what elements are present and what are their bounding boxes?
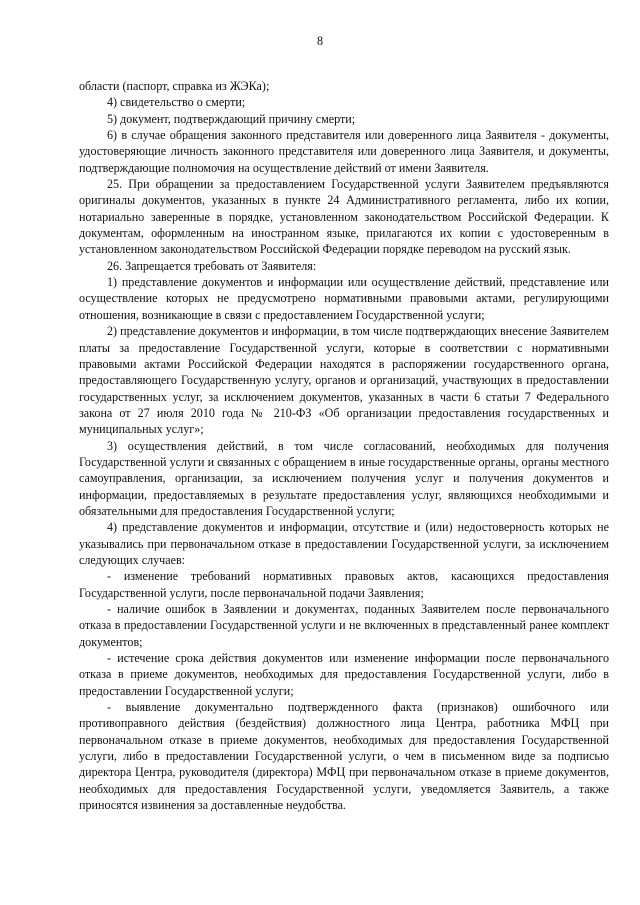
paragraph: 6) в случае обращения законного представителя или доверенного лица Заявителя - документы, удостоверяющие личность законного представителя или доверенного лица Заявителя, и документы, подтверждающие полномочия на осуществление действий от имени Заявителя. [79, 128, 609, 175]
paragraph: - наличие ошибок в Заявлении и документах, поданных Заявителем после первоначального отказа в предоставлении Государственной услуги и не включенных в представленный ранее комплект документов; [79, 602, 609, 649]
paragraph: 4) представление документов и информации, отсутствие и (или) недостоверность которых не указывались при первоначальном отказе в предоставлении Государственной услуги, за исключением следующих случаев: [79, 520, 609, 567]
document-body [79, 78, 609, 813]
paragraph: области (паспорт, справка из ЖЭКа); [79, 79, 270, 93]
paragraph: 4) свидетельство о смерти; [107, 95, 246, 110]
paragraph: 2) представление документов и информации, в том числе подтверждающих внесение Заявителем платы за предоставление Государственной услуги, которые в соответствии с нормативными правовыми актами Российской Федерации находятся в распоряжении государственного органа, предоставляющего Государственную услугу, органов и организаций, участвующих в предоставлении государственных услуг, за исключением документов, указанных в части 6 статьи 7 Федерального закона от 27 июля 2010 года № 210-ФЗ «Об организации предоставления государственных и муниципальных услуг»; [79, 324, 609, 437]
paragraph: - выявление документально подтвержденного факта (признаков) ошибочного или противоправного действия (бездействия) должностного лица Центра, работника МФЦ при первоначальном отказе в приеме документов, необходимых для предоставления Государственной услуги, либо в предоставлении Государственной услуги, о чем в письменном виде за подписью директора Центра, руководителя (директора) МФЦ при первоначальном отказе в приеме документов, необходимых для предоставления Государственной услуги, уведомляется Заявитель, а также приносятся извинения за доставленные неудобства. [79, 700, 609, 813]
paragraph: 1) представление документов и информации или осуществление действий, представление или осуществление которых не предусмотрено нормативными правовыми актами, регулирующими отношения, возникающие в связи с предоставлением Государственной услуги; [79, 275, 609, 322]
paragraph: 3) осуществления действий, в том числе согласований, необходимых для получения Государственной услуги и связанных с обращением в иные государственные органы, органы местного самоуправления, организации, за исключением получения услуг и получения документов и информации, предоставляемых в результате предоставления услуг, являющихся необходимыми и обязательными для предоставления Государственной услуги; [79, 438, 609, 518]
paragraph: - изменение требований нормативных правовых актов, касающихся предоставления Государственной услуги, после первоначальной подачи Заявления; [79, 569, 609, 600]
page-number: 8 [316, 34, 324, 48]
paragraph: 5) документ, подтверждающий причину смерти; [107, 111, 356, 126]
paragraph: 26. Запрещается требовать от Заявителя: [107, 258, 317, 273]
paragraph: 25. При обращении за предоставлением Государственной услуги Заявителем предъявляются оригиналы документов, указанных в пункте 24 Административного регламента, либо их копии, нотариально заверенные в порядке, установленном законодательством Российской Федерации. К документам, оформленным на иностранном языке, прилагаются их копии с удостоверенным в установленном законодательством Российской Федерации порядке переводом на русский язык. [79, 177, 609, 257]
paragraph: - истечение срока действия документов или изменение информации после первоначального отказа в приеме документов, необходимых для предоставления Государственной услуги, либо в предоставлении Государственной услуги; [79, 651, 609, 698]
